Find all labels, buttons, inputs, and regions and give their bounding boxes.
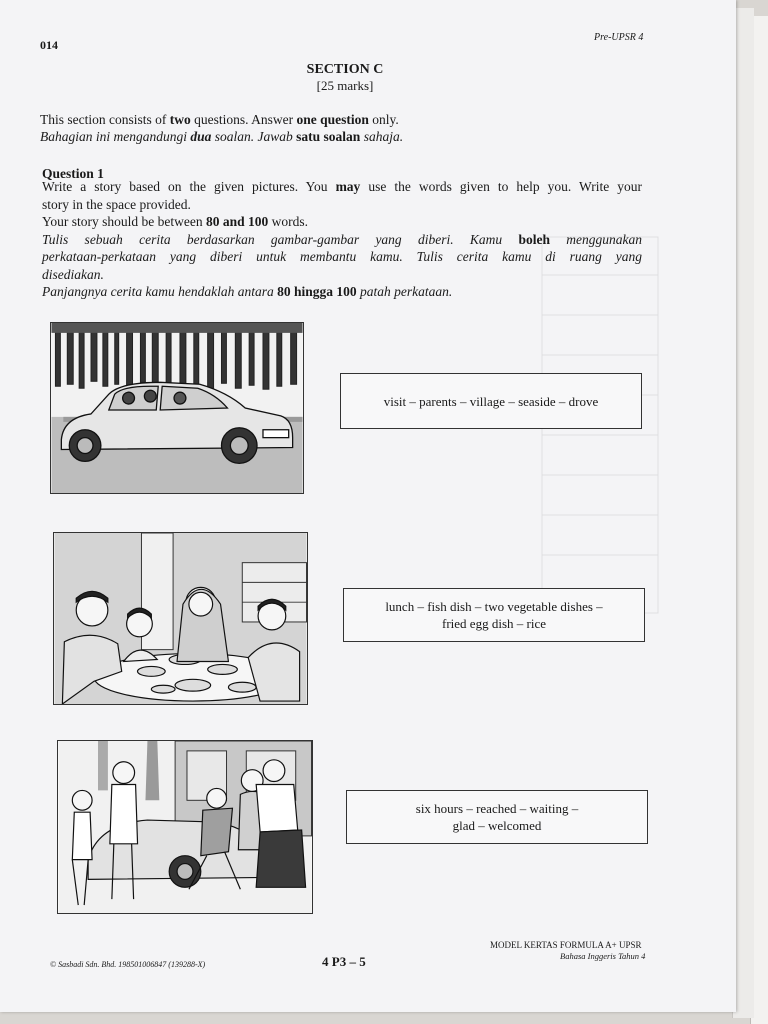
instruction-malay: Bahagian ini mengandungi dua soalan. Jawab satu soalan sahaja. — [40, 129, 404, 144]
word-hint-line: six hours – reached – waiting – — [415, 801, 579, 816]
instruction-line: Write a story based on the given pictures. You may use the words given to help you. Write your — [42, 179, 642, 194]
word-hint-line: fried egg dish – rice — [442, 616, 546, 631]
picture-car-drive — [50, 322, 304, 494]
word-hint-box-3 — [346, 790, 648, 844]
page-code: 014 — [40, 38, 58, 52]
family-welcome-illustration — [58, 741, 312, 913]
family-lunch-illustration — [54, 533, 307, 704]
section-marks: [25 marks] — [316, 78, 374, 93]
instruction-line: story in the space provided. — [42, 196, 191, 212]
instruction-line: Panjangnya cerita kamu hendaklah antara 80 hingga 100 patah perkataan. — [42, 284, 453, 299]
picture-family-lunch — [53, 532, 308, 705]
instruction-line: disediakan. — [42, 266, 104, 282]
word-hint-box-1 — [340, 373, 642, 429]
subject-label: Bahasa Inggeris Tahun 4 — [560, 951, 646, 961]
word-hint-line: visit – parents – village – seaside – drove — [383, 393, 599, 409]
word-hint-box-2 — [343, 588, 645, 642]
picture-family-welcome — [57, 740, 313, 914]
word-hint-line: lunch – fish dish – two vegetable dishes – — [385, 599, 603, 614]
page-number: 4 P3 – 5 — [322, 954, 366, 969]
car-drive-illustration — [51, 323, 303, 493]
series-title: MODEL KERTAS FORMULA A+ UPSR — [490, 940, 642, 950]
instruction-line: Tulis sebuah cerita berdasarkan gambar-gambar yang diberi. Kamu boleh menggunakan — [42, 231, 642, 247]
question-title: Question 1 — [42, 166, 104, 181]
copyright-note: © Sasbadi Sdn. Bhd. 198501006847 (139288-X) — [50, 960, 206, 969]
series-label: Pre-UPSR 4 — [594, 32, 644, 43]
instruction-line: Your story should be between 80 and 100 words. — [42, 214, 309, 229]
instruction-line: perkataan-perkataan yang diberi untuk membantu kamu. Tulis cerita kamu di ruang yang — [42, 249, 642, 264]
instruction-english: This section consists of two questions. Answer one question only. — [40, 112, 399, 127]
word-hint-line: glad – welcomed — [452, 818, 542, 833]
section-title: SECTION C — [306, 62, 384, 77]
